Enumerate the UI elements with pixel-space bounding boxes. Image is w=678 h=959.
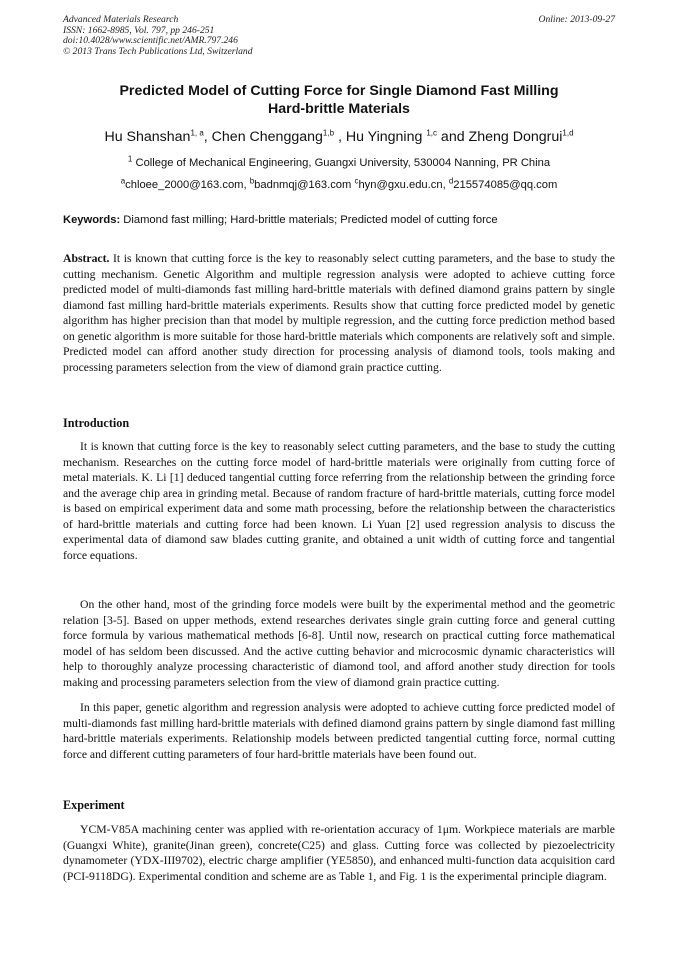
copyright-line: © 2013 Trans Tech Publications Ltd, Switzerland <box>63 45 253 57</box>
title-line-2: Hard-brittle Materials <box>268 101 410 117</box>
email-b-sup: b <box>249 176 255 186</box>
email-b: badnmqj@163.com <box>254 179 355 191</box>
introduction-paragraph-1: It is known that cutting force is the key to reasonably select cutting parameters, and the base to study the cutting mechanism. Researches on the cutting force model of hard-brittle materials were originally from cutting force of metal materials. K. Li [1] deduced tangential cutting force referring from the relationship between the grinding force and the average chip area in grinding metal. Because of random fracture of hard-brittle materials, cutting force model is based on empirical experiment data and some math processing, before the relationship between the characteristics of hard-brittle materials and cutting force had been known. Li Yuan [2] used regression analysis to discuss the experimental data of diamond saw blades cutting granite, and obtained a unit width of cutting force and tangential force equations. <box>63 440 615 562</box>
abstract-text: It is known that cutting force is the key to reasonably select cutting parameters, and the base to study the cutting mechanism. Genetic Algorithm and multiple regression analysis were adopted to achieve cutting force predicted model of multi-diamonds fast milling hard-brittle materials with defined diamond grains pattern by single diamond fast milling hard-brittle materials experiments. Results show that cutting force predicted model by genetic algorithm has higher precision than that model by multiple regression, and the cutting force prediction method based on genetic algorithm is more suitable for those hard-brittle materials which components are relatively soft and simple. Predicted model can afford another study direction for processing analysis of diamond tools, tools making and processing parameters selection from the view of diamond grain practice cutting. <box>63 252 615 374</box>
email-a: chloee_2000@163.com, <box>125 179 250 191</box>
issn-line: ISSN: 1662-8985, Vol. 797, pp 246-251 <box>63 24 215 36</box>
affiliation <box>63 156 615 170</box>
experiment-paragraph-1: YCM-V85A machining center was applied with re-orientation accuracy of 1μm. Workpiece materials are marble (Guangxi White), granite(Jinan green), concrete(C25) and glass. Cutting force was collected by piezoelectricity dynamometer (YDX-III9702), electric charge amplifier (YE5850), and enhanced multi-function data acquisition card (PCI-9118DG). Experimental condition and scheme are as Table 1, and Fig. 1 is the experimental principle diagram. <box>63 823 615 883</box>
introduction-heading: Introduction <box>63 416 130 430</box>
affiliation-sup: 1 <box>127 154 133 164</box>
author-2-sup: 1,b <box>322 128 335 138</box>
keywords <box>63 213 615 227</box>
introduction-paragraph-2: On the other hand, most of the grinding force models were built by the experimental method and the geometric relation [3-5]. Based on upper methods, extend researches derivates single grain cutting force and general cutting force formula by various mathematical methods [6-8]. Until now, research on practical cutting force mathematical model of has seldom been discussed. And the active cutting behavior and microcosmic dynamic characteristics will help to thoroughly analyze processing characteristic of diamond tool, and afford another study direction for tools making and processing parameters selection from the view of diamond grain practice cutting. <box>63 598 615 689</box>
journal-name: Advanced Materials Research <box>63 14 179 25</box>
author-4: and Zheng Dongrui <box>436 129 563 145</box>
author-1: Hu Shanshan <box>104 129 191 145</box>
author-4-sup: 1,d <box>562 128 574 138</box>
author-3-sup: 1,c <box>426 128 437 138</box>
email-c-sup: c <box>354 176 359 186</box>
author-3: , Hu Yingning <box>334 129 427 145</box>
doi-line: doi:10.4028/www.scientific.net/AMR.797.246 <box>63 35 238 47</box>
email-d-sup: d <box>448 176 454 186</box>
author-emails <box>63 178 615 192</box>
online-date: Online: 2013-09-27 <box>538 14 615 25</box>
email-a-sup: a <box>120 176 126 186</box>
abstract <box>63 251 615 375</box>
paper-title <box>63 82 615 118</box>
keywords-label: Keywords: <box>63 214 121 226</box>
author-2: , Chen Chenggang <box>203 129 323 145</box>
journal-header <box>63 15 615 57</box>
keywords-text: Diamond fast milling; Hard-brittle materials; Predicted model of cutting force <box>120 214 498 226</box>
experiment-heading: Experiment <box>63 798 125 812</box>
title-line-1: Predicted Model of Cutting Force for Single Diamond Fast Milling <box>119 83 559 99</box>
introduction-paragraph-3: In this paper, genetic algorithm and regression analysis were adopted to achieve cutting force predicted model of multi-diamonds fast milling hard-brittle materials with defined diamond grains pattern by single diamond fast milling hard-brittle materials experiments. Relationship models between predicted tangential cutting force, normal cutting force and different cutting parameters of four hard-brittle materials have been found out. <box>63 701 615 761</box>
affiliation-text: College of Mechanical Engineering, Guangxi University, 530004 Nanning, PR China <box>132 157 551 169</box>
author-1-sup: 1, a <box>190 128 204 138</box>
email-d: 215574085@qq.com <box>453 179 558 191</box>
author-list <box>63 128 615 146</box>
abstract-label: Abstract. <box>63 252 110 265</box>
email-c: hyn@gxu.edu.cn, <box>358 179 449 191</box>
